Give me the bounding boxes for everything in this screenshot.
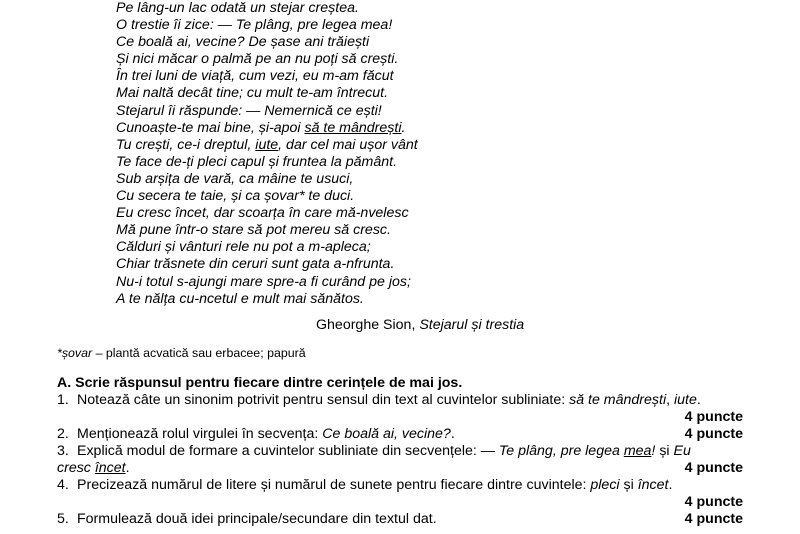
task-item-1: [57, 392, 743, 409]
task-section: [57, 375, 743, 528]
poem-text: Tu crești, ce-i dreptul,: [116, 136, 256, 153]
poem-line: Cu secera te taie, și ca șovar* te duci.: [116, 188, 355, 205]
item-number: 1.: [57, 392, 69, 408]
task-item-4: [57, 477, 743, 494]
poem-line: [116, 137, 418, 154]
poem-line: Nu-i totul s-ajungi mare spre-a fi curând pe jos;: [116, 273, 411, 290]
attribution: [316, 317, 524, 333]
footnote-definition: – plantă acvatică sau erbacee; papură: [92, 346, 306, 360]
item-quote: cresc: [57, 460, 95, 476]
poem-text: .: [401, 119, 406, 136]
poem-line: În trei luni de viață, cum vezi, eu m-am făcut: [116, 68, 394, 85]
underlined-word: să te mândrești: [304, 119, 402, 136]
item-text: Notează câte un sinonim potrivit pentru sensul din text al cuvintelor subliniate:: [77, 392, 570, 408]
author-name: Gheorghe Sion,: [316, 317, 420, 333]
task-item-3-cont: [57, 460, 743, 477]
item-text: .: [668, 477, 673, 493]
task-text: [57, 392, 701, 409]
item-points: 4 puncte: [684, 511, 743, 527]
poem-line: [116, 120, 418, 137]
item-number: 5.: [57, 511, 69, 527]
task-item-2: [57, 426, 743, 443]
item-points: 4 puncte: [684, 494, 743, 510]
item-quote: iute: [674, 392, 697, 408]
item-text: Menționează rolul virgulei în secvența:: [77, 426, 323, 442]
task-item-3: [57, 443, 743, 460]
item-text: Precizează numărul de litere și numărul de sunete pentru fiecare dintre cuvintele:: [77, 477, 591, 493]
item-quote: !: [651, 443, 656, 459]
poem-line: Și nici măcar o palmă pe an nu poți să crești.: [116, 51, 399, 68]
task-text: [57, 426, 455, 443]
item-quote: Ce boală ai, vecine?: [322, 426, 451, 442]
underlined-word: iute: [255, 136, 279, 153]
item-points: 4 puncte: [684, 426, 743, 442]
item-number: 3.: [57, 443, 69, 459]
poem-line: Pe lâng-un lac odată un stejar creștea.: [116, 0, 359, 16]
item-quote: să te mândrești: [569, 392, 667, 408]
item-points: 4 puncte: [684, 409, 743, 425]
item-quote: Te plâng, pre legea: [498, 443, 624, 459]
item-quote: pleci: [590, 477, 620, 493]
poem-line: O trestie îi zice: — Te plâng, pre legea mea!: [116, 17, 393, 34]
task-text: [57, 477, 672, 494]
item-text: Formulează două idei principale/secundare din textul dat.: [77, 511, 437, 527]
points-row: [57, 409, 743, 426]
poem-line: Chiar trăsnete din ceruri sunt gata a-nfrunta.: [116, 256, 395, 273]
item-text: .: [125, 460, 130, 476]
poem-line: Stejarul îi răspunde: — Nemernică ce ești!: [116, 102, 382, 119]
work-title: Stejarul și trestia: [419, 317, 525, 333]
item-text: Explică modul de formare a cuvintelor subliniate din secvențele: —: [77, 443, 499, 459]
footnote: [57, 346, 306, 360]
item-text: .: [450, 426, 455, 442]
item-quote: încet: [637, 477, 669, 493]
item-text: ,: [666, 392, 674, 408]
item-number: 4.: [57, 477, 69, 493]
item-points: 4 puncte: [684, 460, 743, 476]
item-number: 2.: [57, 426, 69, 442]
poem-line: Ce boală ai, vecine? De șase ani trăiești: [116, 34, 370, 51]
underlined-word: mea: [623, 443, 652, 459]
footnote-term: *șovar: [57, 346, 93, 360]
poem-line: Mă pune într-o stare să pot mereu să cresc.: [116, 222, 391, 239]
poem-line: Eu cresc încet, dar scoarța în care mă-nvelesc: [116, 205, 409, 222]
item-quote: Eu: [673, 443, 691, 459]
poem-line: Te face de-ți pleci capul și fruntea la pământ.: [116, 153, 398, 170]
poem-text: Cunoaște-te mai bine, și-apoi: [116, 119, 305, 136]
task-text: [57, 511, 437, 528]
poem: [116, 0, 418, 308]
underlined-word: încet: [94, 460, 126, 476]
poem-line: Călduri și vânturi rele nu pot a m-apleca;: [116, 239, 371, 256]
task-item-5: [57, 511, 743, 528]
item-text: și: [619, 477, 638, 493]
item-text: .: [696, 392, 701, 408]
task-text: [57, 460, 130, 477]
poem-text: , dar cel mai ușor vânt: [278, 136, 418, 153]
points-row: [57, 494, 743, 511]
item-text: și: [655, 443, 674, 459]
poem-line: A te nălța cu-ncetul e mult mai sănătos.: [116, 290, 364, 307]
task-text: [57, 443, 691, 460]
task-heading: A. Scrie răspunsul pentru fiecare dintre cerințele de mai jos.: [57, 375, 463, 391]
poem-line: Sub arșița de vară, ca mâine te usuci,: [116, 170, 354, 187]
poem-line: Mai naltă decât tine; cu mult te-am întrecut.: [116, 85, 389, 102]
